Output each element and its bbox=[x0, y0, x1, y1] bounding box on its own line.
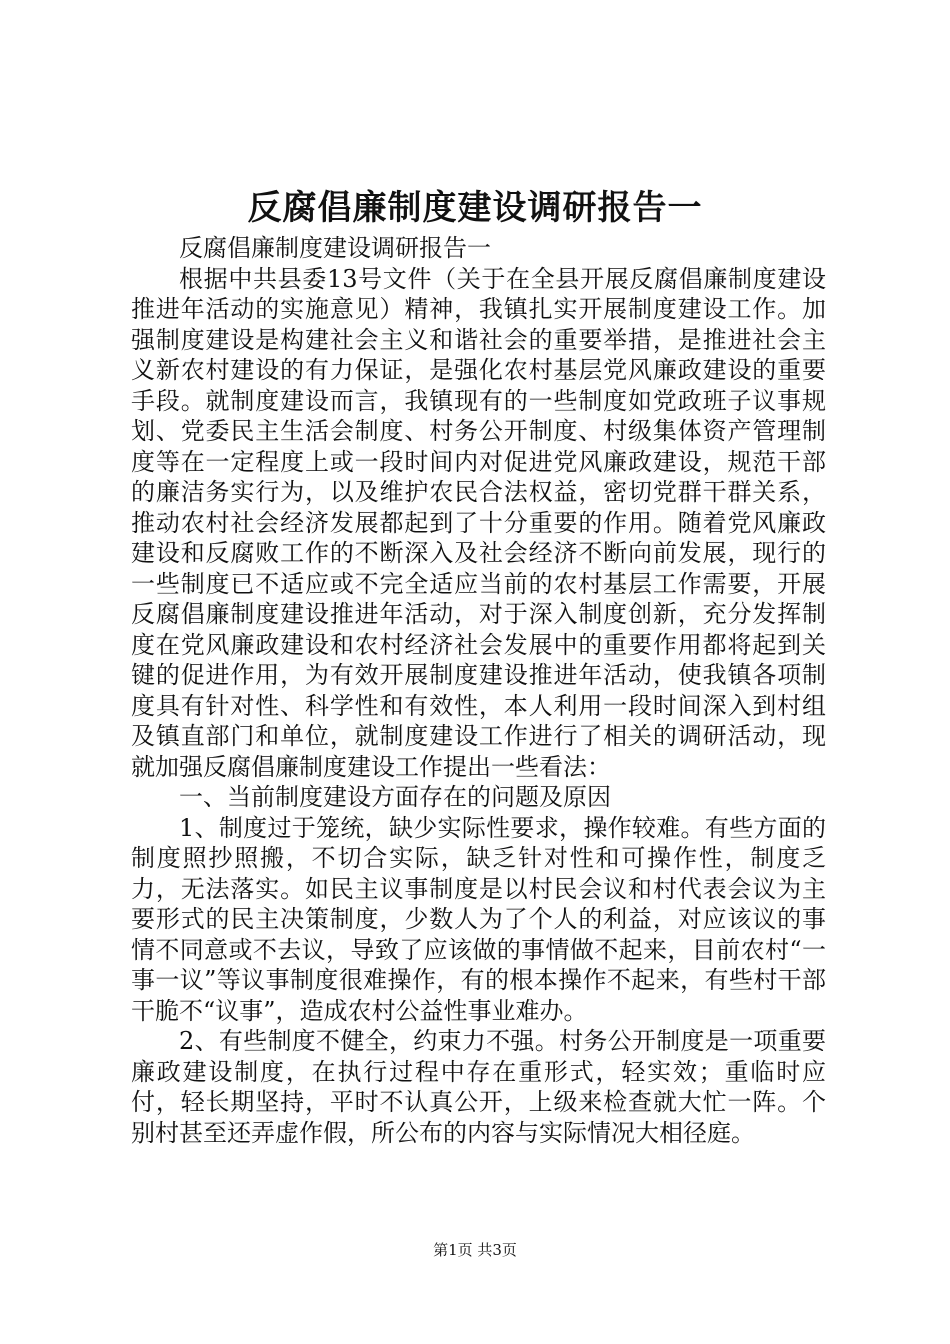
document-body bbox=[131, 233, 826, 1148]
paragraph-point-2: 2、有些制度不健全，约束力不强。村务公开制度是一项重要廉政建设制度，在执行过程中存在重形式，轻实效；重临时应付，轻长期坚持，平时不认真公开，上级来检查就大忙一阵。个别村甚至还弄虚作假，所公布的内容与实际情况大相径庭。 bbox=[131, 1027, 826, 1147]
section-heading-1: 一、当前制度建设方面存在的问题及原因 bbox=[179, 783, 611, 811]
paragraph-subtitle: 反腐倡廉制度建设调研报告一 bbox=[179, 234, 491, 262]
paragraph-point-1: 1、制度过于笼统，缺少实际性要求，操作较难。有些方面的制度照抄照搬，不切合实际，缺乏针对性和可操作性，制度乏力，无法落实。如民主议事制度是以村民会议和村代表会议为主要形式的民主决策制度，少数人为了个人的利益，对应该议的事情不同意或不去议，导致了应该做的事情做不起来，目前农村“一事一议”等议事制度很难操作，有的根本操作不起来，有些村干部干脆不“议事”，造成农村公益性事业难办。 bbox=[131, 813, 826, 1025]
page-number-footer: 第1页 共3页 bbox=[433, 1241, 517, 1259]
paragraph-intro: 根据中共县委13号文件（关于在全县开展反腐倡廉制度建设推进年活动的实施意见）精神，我镇扎实开展制度建设工作。加强制度建设是构建社会主义和谐社会的重要举措，是推进社会主义新农村建设的有力保证，是强化农村基层党风廉政建设的重要手段。就制度建设而言，我镇现有的一些制度如党政班子议事规划、党委民主生活会制度、村务公开制度、村级集体资产管理制度等在一定程度上或一段时间内对促进党风廉政建设，规范干部的廉洁务实行为，以及维护农民合法权益，密切党群干群关系，推动农村社会经济发展都起到了十分重要的作用。随着党风廉政建设和反腐败工作的不断深入及社会经济不断向前发展，现行的一些制度已不适应或不完全适应当前的农村基层工作需要，开展反腐倡廉制度建设推进年活动，对于深入制度创新，充分发挥制度在党风廉政建设和农村经济社会发展中的重要作用都将起到关键的促进作用，为有效开展制度建设推进年活动，使我镇各项制度具有针对性、科学性和有效性，本人利用一段时间深入到村组及镇直部门和单位，就制度建设工作进行了相关的调研活动，现就加强反腐倡廉制度建设工作提出一些看法： bbox=[131, 264, 826, 781]
document-title: 反腐倡廉制度建设调研报告一 bbox=[247, 188, 703, 228]
